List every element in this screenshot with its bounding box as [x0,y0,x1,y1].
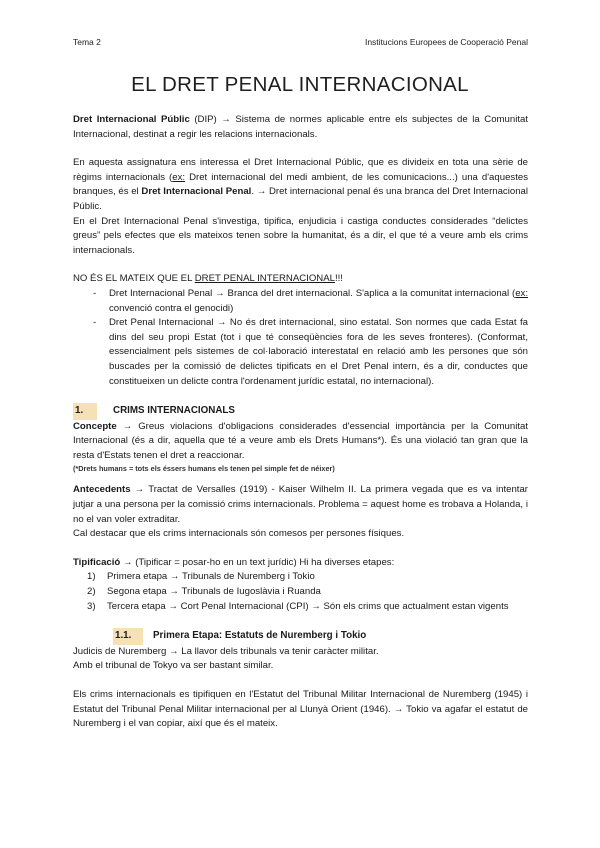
intro-paragraph-2: En el Dret Internacional Penal s'investiga, tipifica, enjudicia i castiga conductes considerades “delictes greus” pels efectes que els mateixos tenen sobre la humanitat, és a dir, el que té a veure amb els crims internacionals. [73,215,528,256]
intro-bold-term: Dret Internacional Penal [141,186,252,198]
stage-number: 3) [87,600,96,612]
document-body [73,113,528,732]
tipificacio-text: → (Tipificar = posar-ho en un text jurídic) Hi ha diverses etapes: [120,556,395,568]
subsection-heading-1-1 [113,628,528,645]
not-same-heading [73,272,528,287]
concepte-text: → Greus violacions d'obligacions considerades d'essencial importància per la Comunitat Internacional (és a dir, aquella que té a veure amb els Drets Humans*). És una violació tan gran que la resta d'Estats tenen el dret a reaccionar. [73,420,528,461]
tipificacio-term: Tipificació [73,556,121,568]
intro-text-c: . → Dret internacional penal és una branca del Dret Internacional Públic. [73,186,529,212]
nuremberg-line: Judicis de Nuremberg → La llavor dels tribunals va tenir caràcter militar. [73,645,379,657]
stage-text: Primera etapa → Tribunals de Nuremberg i Tokio [107,571,315,583]
item1-ex: ex: [515,287,528,299]
stage-text: Tercera etapa → Cort Penal Internacional (CPI) → Són els crims que actualment estan vigents [107,600,509,612]
not-same-lead: NO ÉS EL MATEIX QUE EL [73,273,195,285]
page-title: EL DRET PENAL INTERNACIONAL [131,73,469,96]
intro-text-a: En aquesta assignatura ens interessa el Dret Internacional Públic, que es divideix en tota una sèrie de règims internacionals ( [73,157,528,183]
antecedents-note: Cal destacar que els crims internacionals són comesos per persones físiques. [73,528,405,540]
stage-number: 1) [87,571,96,583]
intro-text-b: Dret internacional del medi ambient, de les comunicacions...) una d'aquestes branques, és el [73,171,528,198]
not-same-underlined: DRET PENAL INTERNACIONAL [194,273,335,285]
statutes-paragraph: Els crims internacionals es tipifiquen en l'Estatut del Tribunal Militar Internacional de Nuremberg (1945) i Estatut del Tribunal Penal Militar internacional per al Llunyà Orient (1946). → Tokio va agafar el estatut de Nuremberg i el van copiar, així que és el mateix. [73,689,528,730]
list-item [95,287,528,316]
item1-text-a: Dret Internacional Penal → Branca del dret internacional. S'aplica a la comunitat internacional ( [109,287,516,299]
subsection-number: 1.1. [113,628,143,645]
dip-definition-text: (DIP) → Sistema de normes aplicable entre els subjectes de la Comunitat Internacional, destinat a regir les relacions internacionals. [73,114,528,140]
stage-text: Segona etapa → Tribunals de Iugoslàvia i Ruanda [107,586,321,598]
concepte-term: Concepte [73,420,117,432]
header-left: Tema 2 [73,37,101,47]
list-item [87,570,528,585]
section-heading-1 [73,403,528,420]
subsection-title: Primera Etapa: Estatuts de Nuremberg i Tokio [153,630,367,642]
dip-term: Dret Internacional Públic [73,114,190,125]
section-number: 1. [73,403,97,420]
antecedents-term: Antecedents [73,484,131,496]
item1-text-b: convenció contra el genocidi) [109,302,234,314]
tokyo-line: Amb el tribunal de Tokyo va ser bastant similar. [73,660,274,672]
intro-paragraph [73,156,528,214]
antecedents-paragraph [73,483,528,527]
section-title: CRIMS INTERNACIONALS [113,405,235,417]
list-item [87,585,528,600]
stage-number: 2) [87,586,96,598]
concepte-paragraph [73,420,528,464]
human-rights-note: (*Drets humans = tots els éssers humans els tenen pel simple fet de néixer) [73,464,335,474]
tipificacio-paragraph [73,556,528,571]
dip-definition [73,113,528,142]
not-same-list [73,287,528,389]
list-item [87,600,528,615]
not-same-tail: !!! [334,273,343,285]
list-item: - Dret Penal Internacional → No és dret internacional, sino estatal. Son normes que cada Estat fa dins del seu propi Estat (tot i que té conseqüències fora de les seves fronteres). (Conformat, essencialment pels sistemes de col·laboració interestatal en relació amb les persones que són buscades per la comissió de delictes tipificats en el Dret Penal intern, és a dir, conductes que constitueixen un delicte contra l'ordenament jurídic estatal, no internacional). [95,316,528,389]
intro-ex: ex: [172,171,186,183]
header-right: Institucions Europees de Cooperació Penal [364,37,528,47]
antecedents-text: → Tractat de Versalles (1919) - Kaiser Wilhelm II. La primera vegada que es va intentar jutjar a una persona per la comissió crims internacionals. Problema = aquest home es trobava a Holanda, i no el van voler extraditar. [73,484,528,525]
stages-list [73,570,528,614]
